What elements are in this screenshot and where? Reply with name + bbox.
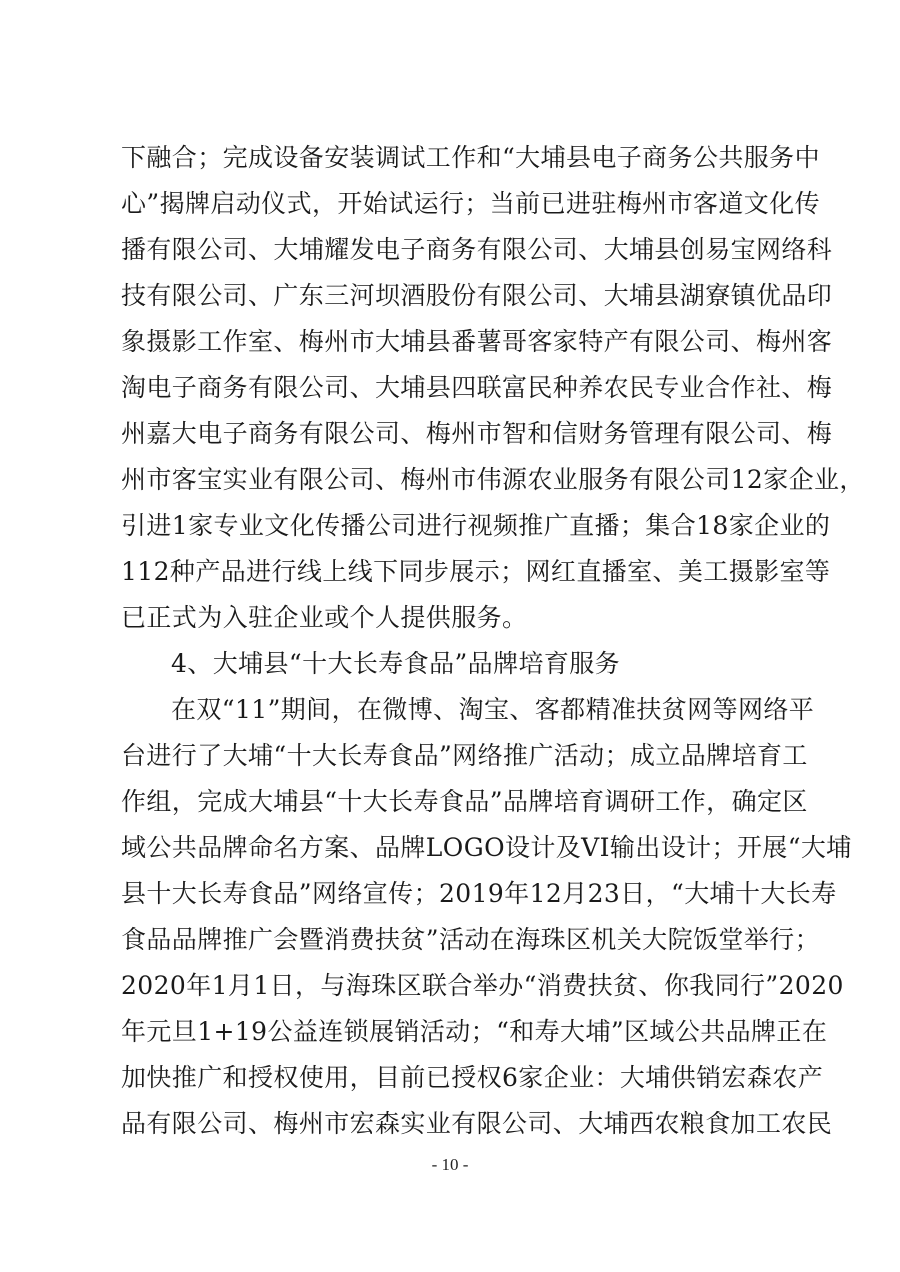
text-line: 加快推广和授权使用，目前已授权6家企业：大埔供销宏森农产 <box>121 1063 824 1092</box>
text-line: 年元旦1+19公益连锁展销活动；“和寿大埔”区域公共品牌正在 <box>121 1017 828 1046</box>
text-line: 下融合；完成设备安装调试工作和“大埔县电子商务公共服务中 <box>121 143 820 172</box>
section-heading: 4、大埔县“十大长寿食品”品牌培育服务 <box>171 649 621 678</box>
text-line: 112种产品进行线上线下同步展示；网红直播室、美工摄影室等 <box>121 557 831 586</box>
text-line: 台进行了大埔“十大长寿食品”网络推广活动；成立品牌培育工 <box>121 741 808 770</box>
text-line: 州嘉大电子商务有限公司、梅州市智和信财务管理有限公司、梅 <box>121 419 833 448</box>
text-line: 象摄影工作室、梅州市大埔县番薯哥客家特产有限公司、梅州客 <box>121 327 833 356</box>
body-text <box>121 135 865 1147</box>
text-line: 引进1家专业文化传播公司进行视频推广直播；集合18家企业的 <box>121 511 831 540</box>
paragraph-end-line: 已正式为入驻企业或个人提供服务。 <box>121 603 528 632</box>
text-line: 县十大长寿食品”网络宣传；2019年12月23日，“大埔十大长寿 <box>121 879 837 908</box>
text-line: 食品品牌推广会暨消费扶贫”活动在海珠区机关大院饭堂举行； <box>121 925 820 954</box>
text-line: 域公共品牌命名方案、品牌LOGO设计及VI输出设计；开展“大埔 <box>121 833 852 862</box>
text-line: 作组，完成大埔县“十大长寿食品”品牌培育调研工作，确定区 <box>121 787 808 816</box>
text-line: 心”揭牌启动仪式，开始试运行；当前已进驻梅州市客道文化传 <box>121 189 820 218</box>
text-line: 2020年1月1日，与海珠区联合举办“消费扶贫、你我同行”2020 <box>121 971 844 1000</box>
paragraph-first-line: 在双“11”期间，在微博、淘宝、客都精准扶贫网等网络平 <box>171 695 815 724</box>
text-line: 品有限公司、梅州市宏森实业有限公司、大埔西农粮食加工农民 <box>121 1109 833 1138</box>
text-line: 淘电子商务有限公司、大埔县四联富民种养农民专业合作社、梅 <box>121 373 833 402</box>
text-line: 州市客宝实业有限公司、梅州市伟源农业服务有限公司12家企业， <box>121 465 865 494</box>
page-number: - 10 - <box>431 1155 469 1174</box>
text-line: 播有限公司、大埔耀发电子商务有限公司、大埔县创易宝网络科 <box>121 235 833 264</box>
text-line: 技有限公司、广东三河坝酒股份有限公司、大埔县湖寮镇优品印 <box>121 281 833 310</box>
